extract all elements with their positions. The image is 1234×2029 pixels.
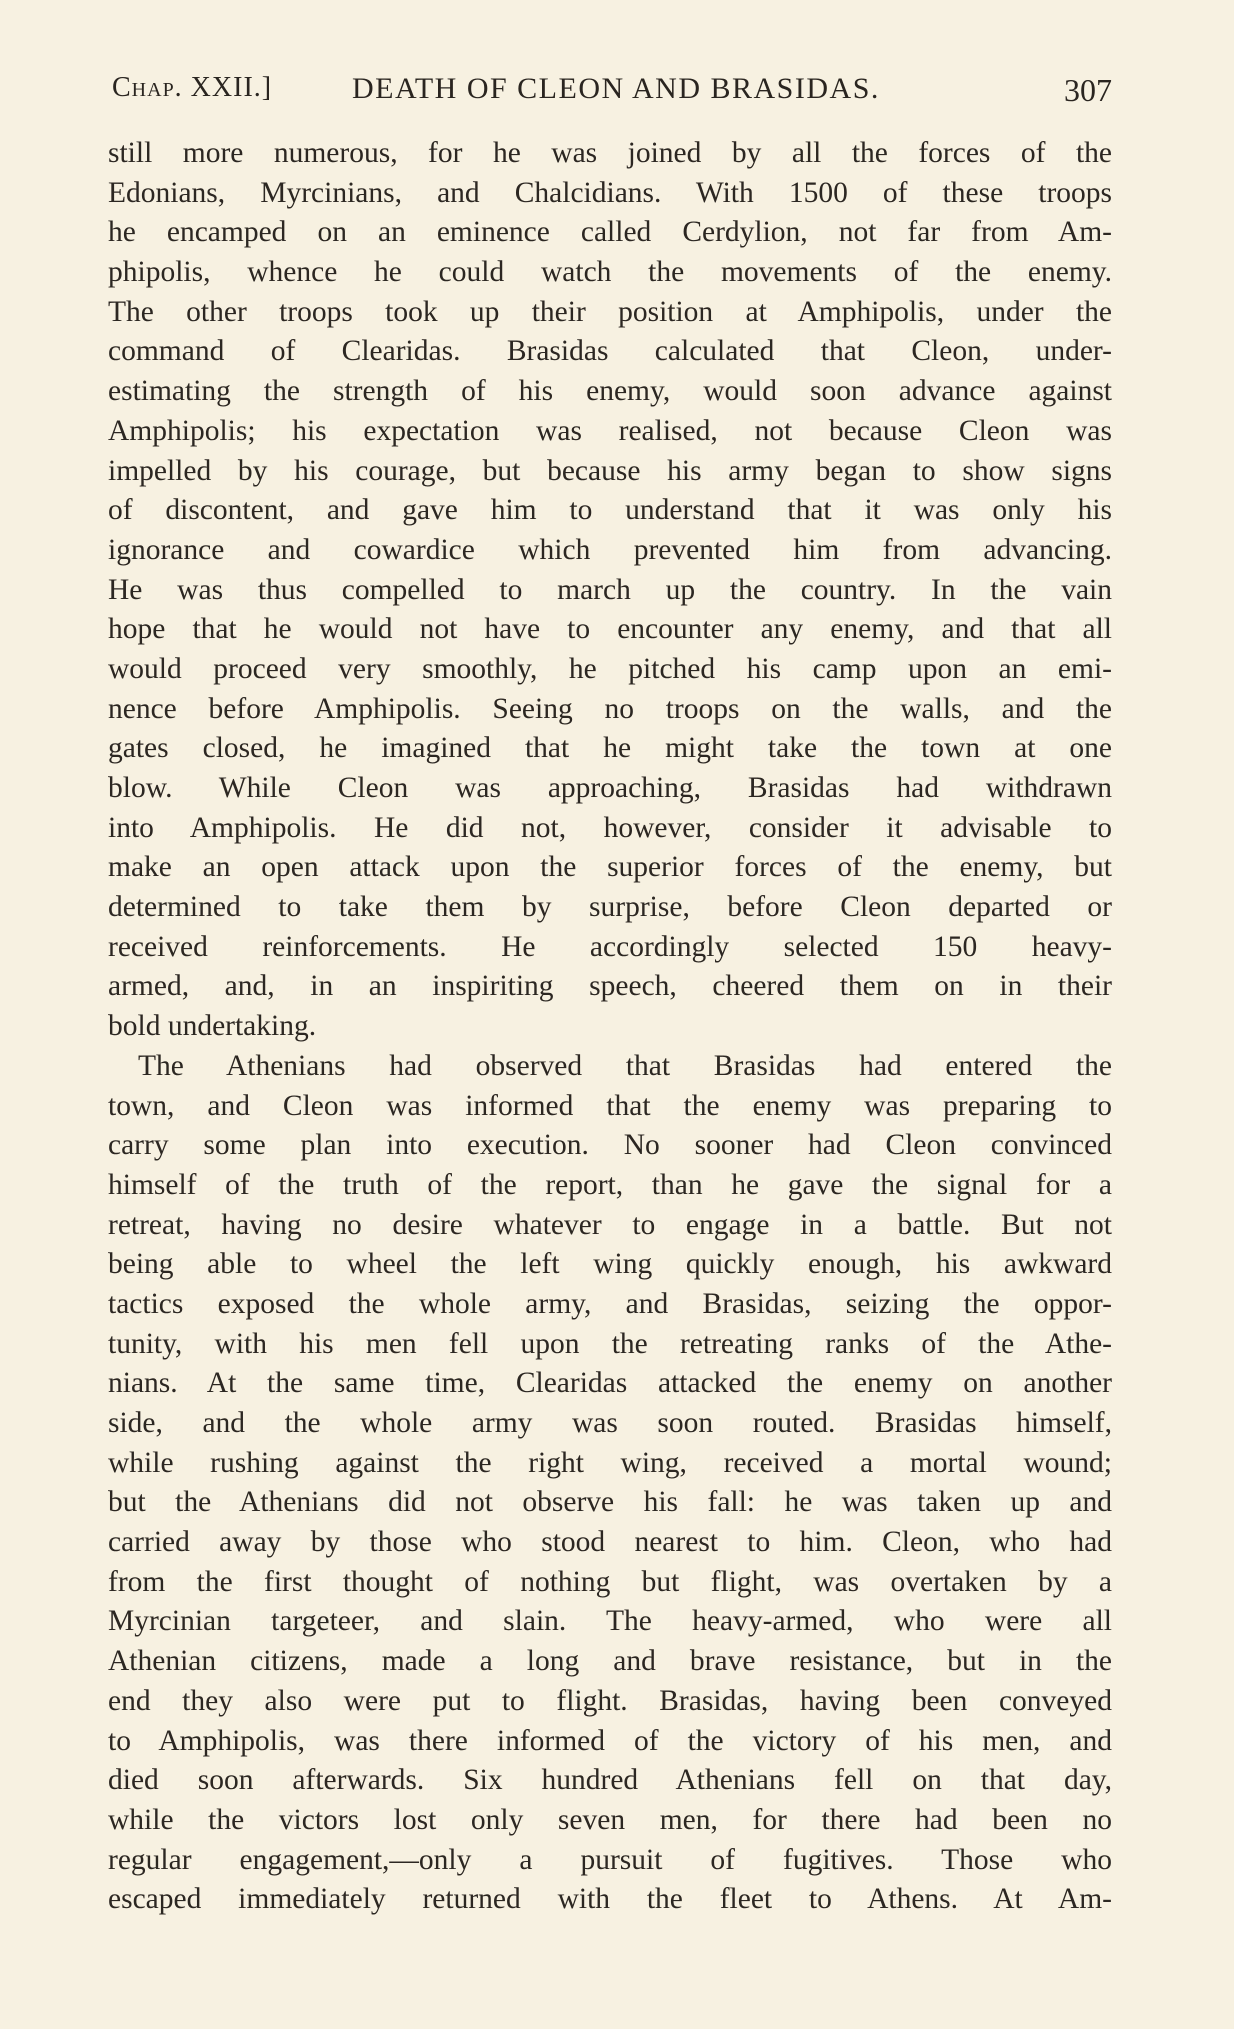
text-line: tunity, with his men fell upon the retreating ranks of the Athe- bbox=[108, 1327, 1112, 1360]
text-line: armed, and, in an inspiriting speech, cheered them on in their bbox=[108, 970, 1112, 1003]
text-line: side, and the whole army was soon routed. Brasidas himself, bbox=[108, 1407, 1112, 1439]
text-line: blow. While Cleon was approaching, Brasidas had withdrawn bbox=[108, 772, 1112, 804]
page-title: DEATH OF CLEON AND BRASIDAS. bbox=[352, 72, 880, 105]
text-line: town, and Cleon was informed that the enemy was preparing to bbox=[108, 1089, 1112, 1122]
text-line: make an open attack upon the superior forces of the enemy, but bbox=[108, 851, 1112, 884]
text-line: into Amphipolis. He did not, however, consider it advisable to bbox=[108, 811, 1112, 844]
text-line: escaped immediately returned with the fleet to Athens. At Am- bbox=[108, 1883, 1112, 1916]
text-line: impelled by his courage, but because his army began to show signs bbox=[108, 454, 1112, 487]
text-line: The other troops took up their position at Amphipolis, under the bbox=[108, 295, 1112, 328]
text-line: carried away by those who stood nearest to him. Cleon, who had bbox=[108, 1526, 1112, 1559]
text-line: estimating the strength of his enemy, would soon advance against bbox=[108, 375, 1112, 408]
text-line: Myrcinian targeteer, and slain. The heavy-armed, who were all bbox=[108, 1605, 1112, 1638]
text-line: determined to take them by surprise, before Cleon departed or bbox=[108, 891, 1112, 924]
text-line: phipolis, whence he could watch the movements of the enemy. bbox=[108, 256, 1112, 289]
text-line: nians. At the same time, Clearidas attacked the enemy on another bbox=[108, 1367, 1112, 1400]
text-line: still more numerous, for he was joined by all the forces of the bbox=[108, 137, 1112, 169]
text-line: he encamped on an eminence called Cerdylion, not far from Am- bbox=[108, 216, 1112, 249]
text-line: to Amphipolis, was there informed of the victory of his men, and bbox=[108, 1724, 1112, 1757]
text-line: regular engagement,—only a pursuit of fugitives. Those who bbox=[108, 1843, 1112, 1876]
text-line: being able to wheel the left wing quickly enough, his awkward bbox=[108, 1248, 1112, 1281]
text-line: end they also were put to flight. Brasidas, having been conveyed bbox=[108, 1684, 1112, 1717]
body-text bbox=[108, 134, 1112, 1920]
text-line: He was thus compelled to march up the country. In the vain bbox=[108, 573, 1112, 606]
page-number: 307 bbox=[1064, 72, 1112, 108]
text-line: Edonians, Myrcinians, and Chalcidians. With 1500 of these troops bbox=[108, 176, 1112, 209]
text-line: while the victors lost only seven men, for there had been no bbox=[108, 1803, 1112, 1836]
text-line: died soon afterwards. Six hundred Athenians fell on that day, bbox=[108, 1764, 1112, 1797]
chapter-label: Chap. XXII.] bbox=[112, 72, 273, 103]
text-line: command of Clearidas. Brasidas calculated that Cleon, under- bbox=[108, 335, 1112, 368]
text-line: carry some plan into execution. No sooner had Cleon convinced bbox=[108, 1129, 1112, 1162]
text-line: retreat, having no desire whatever to engage in a battle. But not bbox=[108, 1208, 1112, 1241]
text-line: nence before Amphipolis. Seeing no troops on the walls, and the bbox=[108, 692, 1112, 725]
text-line: gates closed, he imagined that he might take the town at one bbox=[108, 732, 1112, 765]
text-line: bold undertaking. bbox=[108, 1010, 317, 1043]
running-header bbox=[112, 72, 1112, 116]
text-line: hope that he would not have to encounter any enemy, and that all bbox=[108, 613, 1112, 646]
text-line: would proceed very smoothly, he pitched his camp upon an emi- bbox=[108, 652, 1112, 685]
text-line: Amphipolis; his expectation was realised, not because Cleon was bbox=[108, 414, 1112, 447]
text-line: The Athenians had observed that Brasidas had entered the bbox=[138, 1049, 1112, 1082]
text-line: himself of the truth of the report, than he gave the signal for a bbox=[108, 1168, 1112, 1201]
text-line: but the Athenians did not observe his fall: he was taken up and bbox=[108, 1486, 1112, 1519]
text-line: while rushing against the right wing, received a mortal wound; bbox=[108, 1446, 1112, 1479]
text-line: of discontent, and gave him to understand that it was only his bbox=[108, 494, 1112, 527]
text-line: from the first thought of nothing but flight, was overtaken by a bbox=[108, 1565, 1112, 1598]
text-line: tactics exposed the whole army, and Brasidas, seizing the oppor- bbox=[108, 1287, 1112, 1320]
text-line: received reinforcements. He accordingly selected 150 heavy- bbox=[108, 930, 1112, 963]
text-line: ignorance and cowardice which prevented him from advancing. bbox=[108, 533, 1112, 566]
text-line: Athenian citizens, made a long and brave resistance, but in the bbox=[108, 1645, 1112, 1678]
